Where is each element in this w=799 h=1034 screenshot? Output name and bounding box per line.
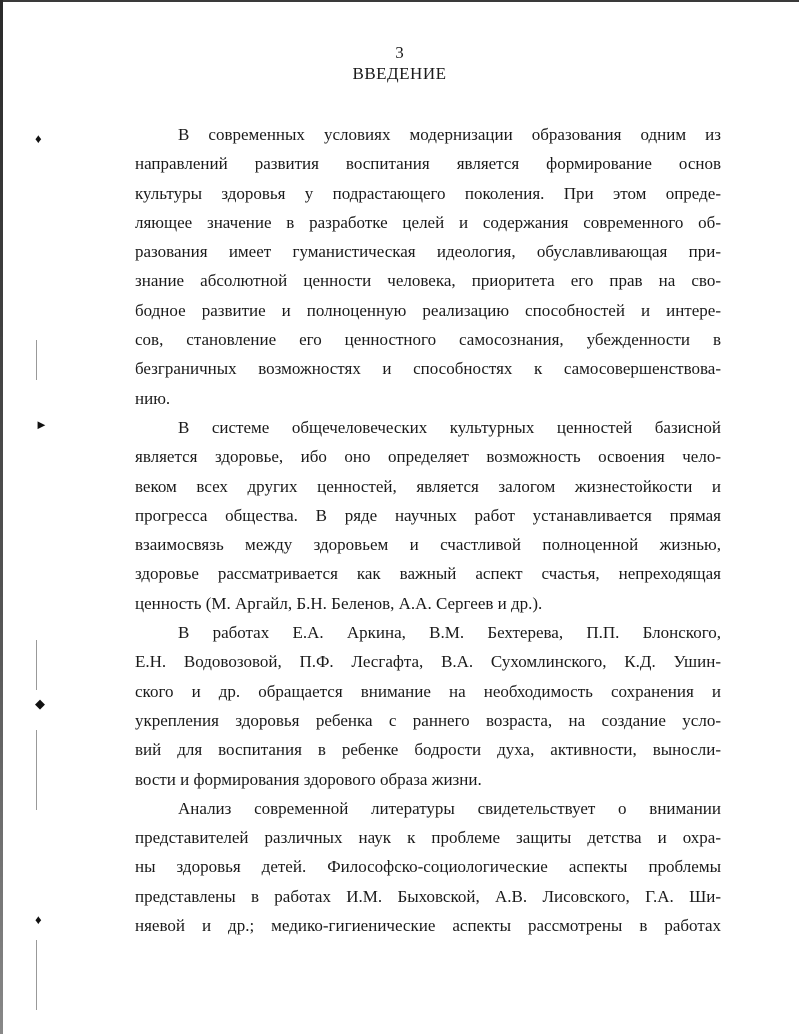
text-line: В работах Е.А. Аркина, В.М. Бехтерева, П.П. Блонского, — [178, 623, 721, 643]
text-line: культуры здоровья у подрастающего поколения. При этом опреде- — [135, 183, 721, 203]
text-line: ны здоровья детей. Философско-социологические аспекты проблемы — [135, 857, 721, 877]
text-line: Анализ современной литературы свидетельствует о внимании — [178, 798, 721, 818]
paragraph — [135, 794, 721, 940]
text-line: представителей различных наук к проблеме защиты детства и охра- — [135, 828, 721, 848]
binding-mark-icon: ♦ — [35, 131, 42, 146]
text-line: В современных условиях модернизации образования одним из — [178, 125, 721, 144]
text-line: ценность (М. Аргайл, Б.Н. Беленов, А.А. Сергеев и др.). — [135, 593, 543, 613]
text-line: ляющее значение в разработке целей и содержания современного об- — [135, 212, 721, 232]
scan-tick — [36, 730, 37, 810]
binding-mark-icon: ♦ — [35, 912, 42, 927]
text-line: нию. — [135, 388, 171, 408]
text-line: Е.Н. Водовозовой, П.Ф. Лесгафта, В.А. Сухомлинского, К.Д. Ушин- — [135, 652, 721, 672]
text-line: сов, становление его ценностного самосознания, убежденности в — [135, 330, 721, 350]
binding-mark-icon: ► — [35, 417, 48, 432]
text-line: знание абсолютной ценности человека, приоритета его прав на сво- — [135, 271, 721, 291]
text-line: бодное развитие и полноценную реализацию способностей и интере- — [135, 300, 721, 320]
paragraph — [135, 618, 721, 794]
scan-tick — [36, 340, 37, 380]
paragraph — [135, 413, 721, 618]
text-line: веком всех других ценностей, является залогом жизнестойкости и — [135, 476, 721, 496]
text-line: В системе общечеловеческих культурных ценностей базисной — [178, 417, 721, 437]
page-number: 3 — [395, 43, 404, 62]
text-line: вий для воспитания в ребенке бодрости духа, активности, выносли- — [135, 740, 721, 760]
text-line: направлений развития воспитания является формирование основ — [135, 154, 721, 174]
text-line: прогресса общества. В ряде научных работ устанавливается прямая — [135, 505, 721, 525]
text-line: няевой и др.; медико-гигиенические аспекты рассмотрены в работах — [135, 916, 721, 936]
scan-margin-marks — [33, 0, 48, 1034]
text-line: представлены в работах И.М. Быховской, А.В. Лисовского, Г.А. Ши- — [135, 886, 721, 906]
scan-tick — [36, 940, 37, 1010]
text-line: ского и др. обращается внимание на необходимость сохранения и — [135, 681, 721, 701]
text-line: здоровье рассматривается как важный аспект счастья, непреходящая — [135, 564, 721, 584]
scan-top-border — [0, 0, 799, 2]
text-line: разования имеет гуманистическая идеология, обуславливающая при- — [135, 242, 721, 262]
text-line: взаимосвязь между здоровьем и счастливой полноценной жизнью, — [135, 535, 721, 555]
text-line: безграничных возможностях и способностях к самосовершенствова- — [135, 359, 721, 379]
paragraph — [135, 120, 721, 413]
scan-left-border — [0, 0, 3, 1034]
binding-mark-icon: ◆ — [35, 696, 45, 711]
document-body — [135, 120, 721, 940]
text-line: вости и формирования здорового образа жизни. — [135, 769, 482, 789]
text-line: является здоровье, ибо оно определяет возможность освоения чело- — [135, 447, 721, 467]
section-heading: ВВЕДЕНИЕ — [352, 64, 447, 83]
text-line: укрепления здоровья ребенка с раннего возраста, на создание усло- — [135, 710, 721, 730]
scan-tick — [36, 640, 37, 690]
